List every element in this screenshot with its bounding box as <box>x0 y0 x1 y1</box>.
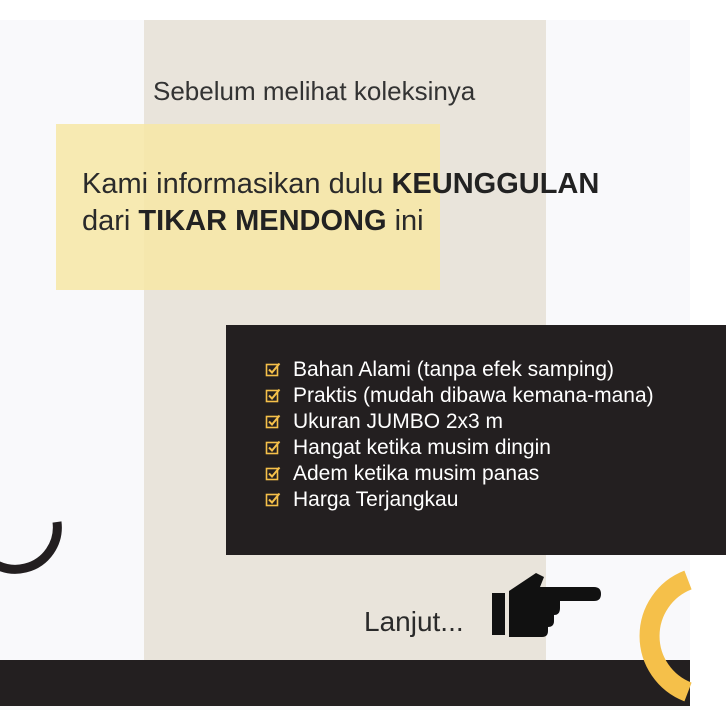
decorative-arc-left <box>0 470 70 580</box>
decorative-arc-right <box>610 560 726 710</box>
next-label[interactable]: Lanjut... <box>364 606 464 637</box>
feature-item <box>265 461 654 487</box>
feature-item <box>265 383 654 409</box>
feature-label: Bahan Alami (tanpa efek samping) <box>293 358 615 381</box>
features-list <box>265 357 654 513</box>
feature-label: Ukuran JUMBO 2x3 m <box>293 410 504 433</box>
headline-keyword-2: TIKAR MENDONG <box>138 205 387 237</box>
headline-prefix-2: dari <box>82 205 139 237</box>
feature-item <box>265 357 654 383</box>
feature-item <box>265 409 654 435</box>
headline-line-1 <box>82 166 599 203</box>
checkbox-checked-icon <box>265 414 281 430</box>
feature-label: Harga Terjangkau <box>293 488 459 511</box>
pointing-hand-icon[interactable] <box>490 571 602 639</box>
headline <box>82 166 599 240</box>
intro-text: Sebelum melihat koleksinya <box>153 76 476 106</box>
headline-prefix-1: Kami informasikan dulu <box>82 168 392 200</box>
bottom-bar <box>0 660 690 706</box>
checkbox-checked-icon <box>265 466 281 482</box>
checkbox-checked-icon <box>265 492 281 508</box>
checkbox-checked-icon <box>265 440 281 456</box>
headline-suffix-2: ini <box>386 205 424 237</box>
headline-keyword-1: KEUNGGULAN <box>391 168 600 200</box>
feature-label: Hangat ketika musim dingin <box>293 436 551 459</box>
feature-label: Adem ketika musim panas <box>293 462 540 485</box>
checkbox-checked-icon <box>265 388 281 404</box>
headline-line-2 <box>82 203 599 240</box>
checkbox-checked-icon <box>265 362 281 378</box>
feature-item <box>265 487 654 513</box>
feature-item <box>265 435 654 461</box>
feature-label: Praktis (mudah dibawa kemana-mana) <box>293 384 654 407</box>
